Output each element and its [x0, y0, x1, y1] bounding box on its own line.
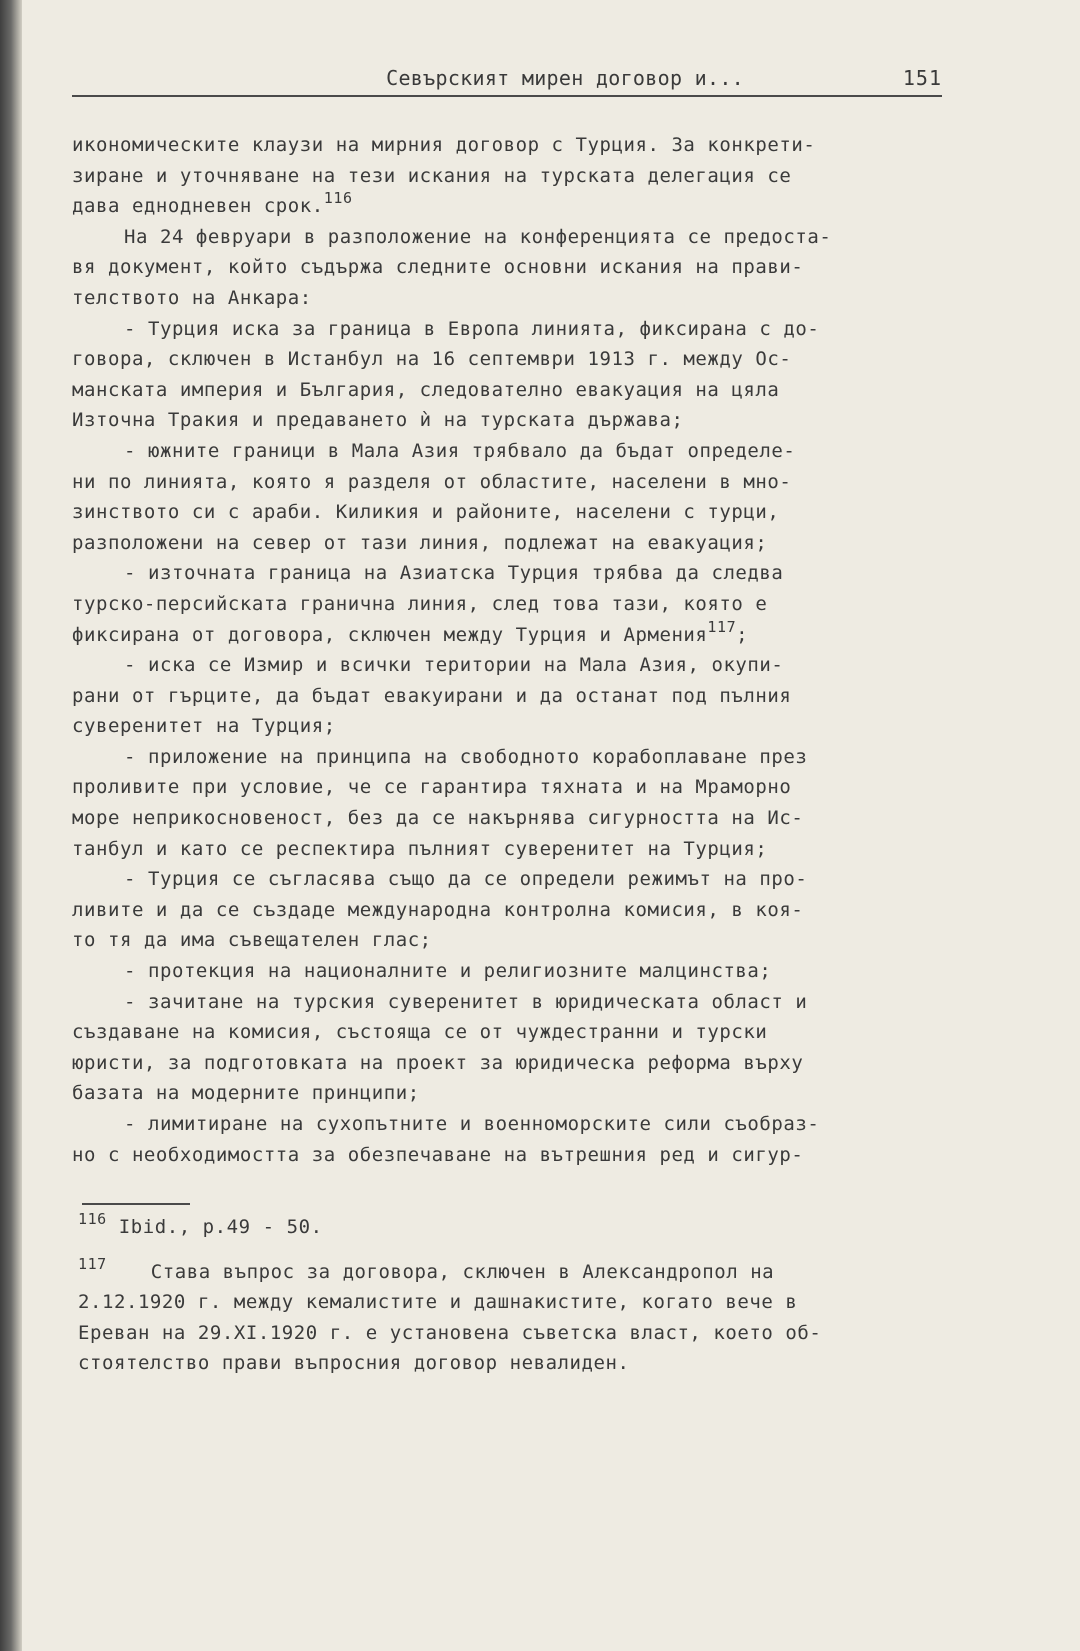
- footnote-text-line: 2.12.1920 г. между кемалистите и дашнакистите, когато вече в: [78, 1291, 798, 1314]
- text-line: то тя да има съвещателен глас;: [72, 929, 432, 952]
- list-item-start: - южните граници в Мала Азия трябвало да бъдат определе-: [124, 439, 796, 462]
- main-text: [72, 130, 950, 1170]
- text-line: говора, сключен в Истанбул на 16 септември 1913 г. между Ос-: [72, 348, 792, 371]
- list-item-start: - приложение на принципа на свободното корабоплаване през: [124, 745, 808, 768]
- text-line: манската империя и България, следователно евакуация на цяла: [72, 378, 780, 401]
- book-spine-shadow: [0, 0, 24, 1651]
- list-item-start: - иска се Измир и всички територии на Мала Азия, окупи-: [124, 654, 784, 677]
- text-line: телството на Анкара:: [72, 286, 312, 309]
- text-line-content: фиксирана от договора, сключен между Турция и Армения: [72, 623, 708, 646]
- running-header: [72, 66, 942, 96]
- footnote-text: Ibid., p.49 - 50.: [118, 1216, 323, 1238]
- text-line: танбул и като се респектира пълният суверенитет на Турция;: [72, 837, 768, 860]
- text-line: проливите при условие, че се гарантира тяхната и на Мраморно: [72, 776, 792, 799]
- text-line: но с необходимостта за обезпечаване на вътрешния ред и сигур-: [72, 1143, 804, 1166]
- text-line: зинството си с араби. Киликия и районите, населени с турци,: [72, 501, 780, 524]
- text-line: турско-персийската гранична линия, след това тази, която е: [72, 592, 768, 615]
- text-line: [72, 617, 950, 651]
- list-item-start: - протекция на националните и религиозните малцинства;: [124, 960, 772, 983]
- list-item-start: - лимитиране на сухопътните и военноморските сили съобраз-: [124, 1113, 820, 1135]
- running-header-title: Севърският мирен договор и...: [386, 66, 744, 90]
- footnote-ref-117: 117: [707, 617, 737, 636]
- text-line: юристи, за подготовката на проект за юридическа реформа върху: [72, 1051, 804, 1074]
- text-line: зиране и уточняване на тези искания на турската делегация се: [72, 164, 792, 187]
- text-line: [72, 191, 950, 222]
- text-line: ливите и да се създаде международна контролна комисия, в коя-: [72, 898, 804, 921]
- footnote-ref-116: 116: [323, 189, 353, 208]
- text-line: вя документ, който съдържа следните основни искания на прави-: [72, 256, 804, 279]
- trailing-punctuation: ;: [736, 623, 749, 646]
- text-line: разположени на север от тази линия, подлежат на евакуация;: [72, 531, 768, 554]
- page-number: 151: [902, 66, 942, 90]
- text-line-content: дава еднодневен срок.: [72, 195, 324, 218]
- paragraph-start: На 24 февруари в разположение на конференцията се предоста-: [124, 225, 832, 248]
- footnote-text-line: стоятелство прави въпросния договор невалиден.: [78, 1352, 630, 1375]
- text-line: Източна Тракия и предаването ѝ на турската държава;: [72, 409, 684, 432]
- footnote-117: [78, 1254, 948, 1288]
- footnote-text: Става въпрос за договора, сключен в Александропол на: [150, 1260, 775, 1283]
- footnote-text-line: Ереван на 29.XI.1920 г. е установена съветска власт, което об-: [78, 1321, 822, 1344]
- footnote-separator: [82, 1203, 190, 1205]
- text-line: рани от гърците, да бъдат евакуирани и да останат под пълния: [72, 684, 792, 707]
- footnote-number: 116: [78, 1210, 107, 1228]
- text-line: суверенитет на Турция;: [72, 715, 336, 738]
- text-line: море неприкосновеност, без да се накърнява сигурността на Ис-: [72, 807, 804, 830]
- list-item-start: - Турция иска за граница в Европа линията, фиксирана с до-: [124, 317, 820, 340]
- footnote-116: [78, 1212, 948, 1243]
- list-item-start: - източната граница на Азиатска Турция трябва да следва: [124, 562, 784, 585]
- text-line: базата на модерните принципи;: [72, 1082, 420, 1105]
- text-line: икономическите клаузи на мирния договор с Турция. За конкрети-: [72, 134, 816, 156]
- header-rule: [72, 95, 942, 97]
- text-line: ни по линията, която я разделя от областите, населени в мно-: [72, 470, 792, 493]
- text-line: създаване на комисия, състояща се от чуждестранни и турски: [72, 1021, 768, 1044]
- list-item-start: - зачитане на турския суверенитет в юридическата област и: [124, 990, 808, 1013]
- footnotes: [78, 1212, 948, 1379]
- list-item-start: - Турция се съгласява също да се определи режимът на про-: [124, 868, 808, 891]
- footnote-number: 117: [78, 1254, 107, 1273]
